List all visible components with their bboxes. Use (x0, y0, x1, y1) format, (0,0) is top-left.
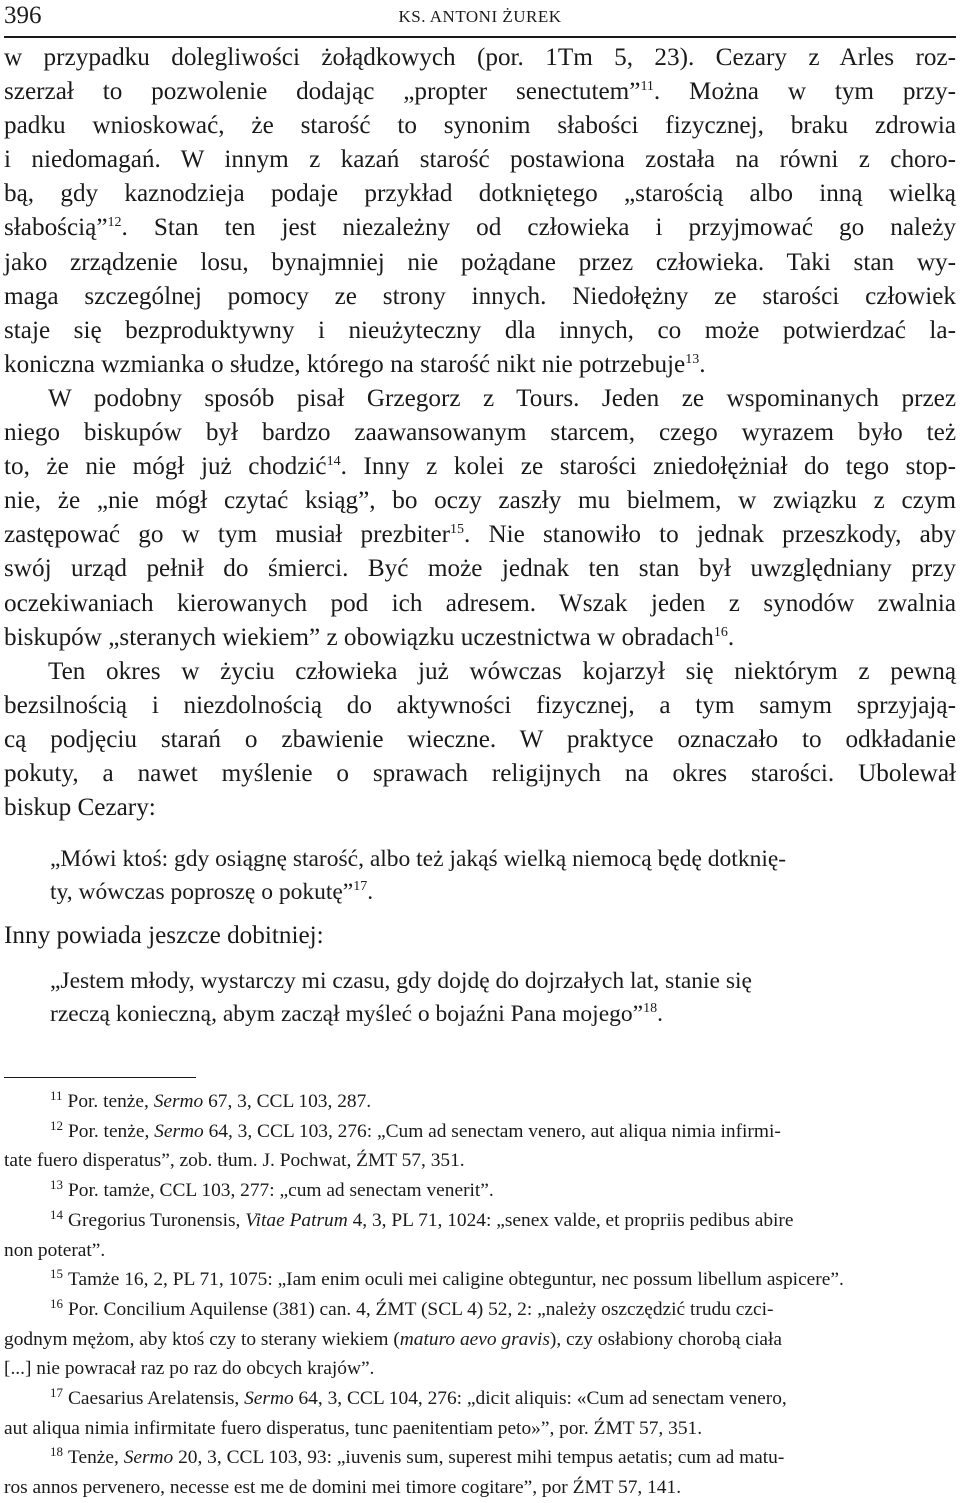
footnote-text: 64, 3, CCL 104, 276: „dicit aliquis: «Cum ad senectam venero, (293, 1388, 787, 1410)
text-line: padku wnioskować, że starość to synonim słabości fizycznej, braku zdrowia (4, 112, 956, 140)
footnote-number: 18 (50, 1444, 63, 1460)
footnote-title: Vitae Patrum (245, 1209, 348, 1231)
text-line: słabością”$^{12}$. Stan ten jest niezależny od człowieka i przyjmować go należy (4, 214, 956, 242)
footnote-line (4, 1117, 956, 1147)
text-line: oczekiwaniach kierowanych pod ich adresem. Wszak jeden z synodów zwalnia (4, 589, 956, 617)
footnote-ref: 14 (326, 454, 341, 470)
text-line: bezsilnością i niezdolnością do aktywności fizycznej, a tym samym sprzyjają- (4, 691, 956, 719)
footnote-line (4, 1414, 956, 1444)
footnote-text: non poterat”. (4, 1239, 106, 1261)
footnote-text: Caesarius Arelatensis, (68, 1388, 245, 1410)
page-header (4, 0, 956, 34)
text-line: staje się bezproduktywny i nieużyteczny dla innych, co może potwierdzać la- (4, 316, 956, 344)
text-line: bą, gdy kaznodzieja podaje przykład dotkniętego „starością albo inną wielką (4, 180, 956, 208)
footnote-16 (4, 1295, 956, 1384)
footnote-text: Por. tamże, CCL 103, 277: „cum ad senectam venerit”. (68, 1180, 494, 1202)
footnote-line (4, 1473, 956, 1503)
footnote-text: ros annos pervenero, necesse est me de domini mei timore cogitare”, por ŹMT 57, 141. (4, 1477, 682, 1499)
footnote-number: 15 (50, 1266, 63, 1282)
paragraph-1 (4, 41, 956, 382)
text-line: cą podjęciu starań o zbawienie wieczne. W praktyce oznaczało to odkładanie (4, 725, 956, 753)
footnote-number: 17 (50, 1385, 63, 1401)
footnote-number: 11 (50, 1088, 63, 1103)
footnote-line (4, 1176, 956, 1206)
footnote-text: godnym mężom, aby ktoś czy to sterany wiekiem ( (4, 1328, 400, 1350)
text-line: w przypadku dolegliwości żołądkowych (por. 1Tm 5, 23). Cezary z Arles roz- (4, 44, 956, 71)
footnote-14 (4, 1206, 956, 1265)
main-text (4, 41, 956, 1031)
footnote-text: Tamże 16, 2, PL 71, 1075: „Iam enim oculi mei caligine obteguntur, nec possum libellum aspicere”. (68, 1269, 844, 1291)
text-line: to, że nie mógł już chodzić$^{14}$. Inny z kolei ze starości zniedołężniał do tego stop- (4, 453, 956, 481)
block-quote-1 (4, 843, 956, 909)
block-quote-2 (4, 965, 956, 1031)
footnote-number: 14 (50, 1206, 63, 1222)
text-line: W podobny sposób pisał Grzegorz z Tours. Jeden ze wspominanych przez (48, 384, 956, 412)
footnote-13 (4, 1176, 956, 1206)
footnote-ref: 13 (685, 351, 700, 367)
quote-line: rzeczą konieczną, abym zaczął myśleć o bojaźni Pana mojego”$^{18}$. (50, 1001, 663, 1028)
footnote-text: 64, 3, CCL 103, 276: „Cum ad senectam venero, aut aliqua nimia infirmi- (203, 1120, 781, 1142)
text-line: swój urząd pełnił do śmierci. Być może jednak ten stan był uwzględniany przy (4, 555, 956, 583)
footnote-15 (4, 1265, 956, 1295)
text-line: i niedomagań. W innym z kazań starość postawiona została na równi z choro- (4, 146, 956, 174)
running-title: KS. ANTONI ŻUREK (398, 7, 562, 26)
footnote-text: 4, 3, PL 71, 1024: „senex valde, et propriis pedibus abire (347, 1209, 794, 1231)
footnote-text: tate fuero disperatus”, zob. tłum. J. Pochwat, ŹMT 57, 351. (4, 1150, 465, 1172)
footnote-text: Tenże, (68, 1447, 124, 1469)
quote-line: ty, wówczas poproszę o pokutę”$^{17}$. (50, 879, 374, 906)
footnote-title: Sermo (123, 1447, 174, 1469)
footnote-ref: 18 (643, 1001, 658, 1017)
text-line: niego biskupów był bardzo zaawansowanym starcem, czego wyrazem było też (4, 419, 956, 447)
footnote-ref: 12 (107, 215, 122, 231)
footnote-number: 16 (50, 1295, 63, 1311)
footnote-title: Sermo (153, 1091, 204, 1112)
text-line: jako zrządzenie losu, bynajmniej nie pożądane przez człowieka. Taki stan wy- (4, 248, 956, 276)
footnote-number: 12 (50, 1117, 63, 1133)
paragraph-4 (4, 919, 956, 953)
footnote-18 (4, 1443, 956, 1502)
footnotes (4, 1087, 956, 1503)
footnote-line (4, 1295, 956, 1325)
text-line: zastępować go w tym musiał prezbiter$^{15}$. Nie stanowiło to jednak przeszkody, aby (4, 521, 956, 549)
footnote-text: ), czy osłabiony chorobą ciała (549, 1328, 782, 1350)
text-line: biskupów „steranych wiekiem” z obowiązku uczestnictwa w obradach$^{16}$. (4, 623, 735, 651)
quote-line: „Mówi ktoś: gdy osiągnę starość, albo też jakąś wielką niemocą będę dotknię- (50, 846, 787, 873)
text-line: pokuty, a nawet myślenie o sprawach religijnych na okres starości. Ubolewał (4, 759, 956, 787)
footnote-text: Por. tenże, (67, 1091, 154, 1112)
text-line: nie, że „nie mógł czytać ksiąg”, bo oczy zaszły mu bielmem, w związku z czym (4, 487, 956, 515)
footnote-line (4, 1325, 956, 1355)
quote-line: „Jestem młody, wystarczy mi czasu, gdy dojdę do dojrzałych lat, stanie się (50, 968, 752, 995)
footnote-line (4, 1206, 956, 1236)
footnote-line (4, 1443, 956, 1473)
footnote-ref: 11 (640, 79, 654, 95)
footnote-ref: 16 (713, 624, 728, 640)
footnote-11 (4, 1087, 956, 1117)
book-page (4, 0, 956, 1499)
page-number: 396 (4, 2, 42, 29)
header-rule (4, 36, 956, 38)
text-line: Ten okres w życiu człowieka już wówczas kojarzył się niektórym z pewną (48, 657, 956, 685)
text-line: biskup Cezary: (4, 794, 156, 822)
footnote-line (4, 1236, 956, 1266)
text-line: szerzał to pozwolenie dodając „propter senectutem”$^{11}$. Można w tym przy- (4, 78, 956, 106)
footnote-text: Por. tenże, (68, 1120, 155, 1142)
footnote-title: maturo aevo gravis (399, 1328, 550, 1350)
paragraph-2 (4, 382, 956, 655)
footnote-title: Sermo (244, 1388, 294, 1410)
footnote-12 (4, 1117, 956, 1176)
footnote-line (4, 1146, 956, 1176)
paragraph-3 (4, 655, 956, 825)
footnote-ref: 17 (353, 879, 368, 895)
footnote-title: Sermo (154, 1120, 204, 1142)
footnote-line (4, 1354, 956, 1384)
footnote-ref: 15 (450, 522, 465, 538)
footnote-text: aut aliqua nimia infirmitate fuero disperatus, tunc paenitentiam peto»”, por. ŹMT 57, 351. (4, 1417, 703, 1439)
footnote-line (4, 1265, 956, 1295)
footnote-text: 20, 3, CCL 103, 93: „iuvenis sum, superest mihi tempus aetatis; cum ad matu- (173, 1447, 785, 1469)
footnote-text: Por. Concilium Aquilense (381) can. 4, ŹMT (SCL 4) 52, 2: „należy oszczędzić trudu czci- (68, 1298, 774, 1320)
footnote-line (4, 1087, 956, 1117)
footnote-line (4, 1384, 956, 1414)
footnote-text: [...] nie powracał raz po raz do obcych krajów”. (4, 1358, 375, 1380)
footnote-number: 13 (50, 1177, 63, 1193)
text-line: Inny powiada jeszcze dobitniej: (4, 922, 324, 950)
text-line: maga szczególnej pomocy ze strony innych. Niedołężny ze starości człowiek (4, 282, 956, 310)
footnote-text: 67, 3, CCL 103, 287. (203, 1091, 372, 1112)
footnote-17 (4, 1384, 956, 1443)
footnote-rule (4, 1077, 196, 1078)
text-line: koniczna wzmianka o słudze, którego na starość nikt nie potrzebuje$^{13}$. (4, 350, 706, 378)
footnote-text: Gregorius Turonensis, (68, 1209, 246, 1231)
